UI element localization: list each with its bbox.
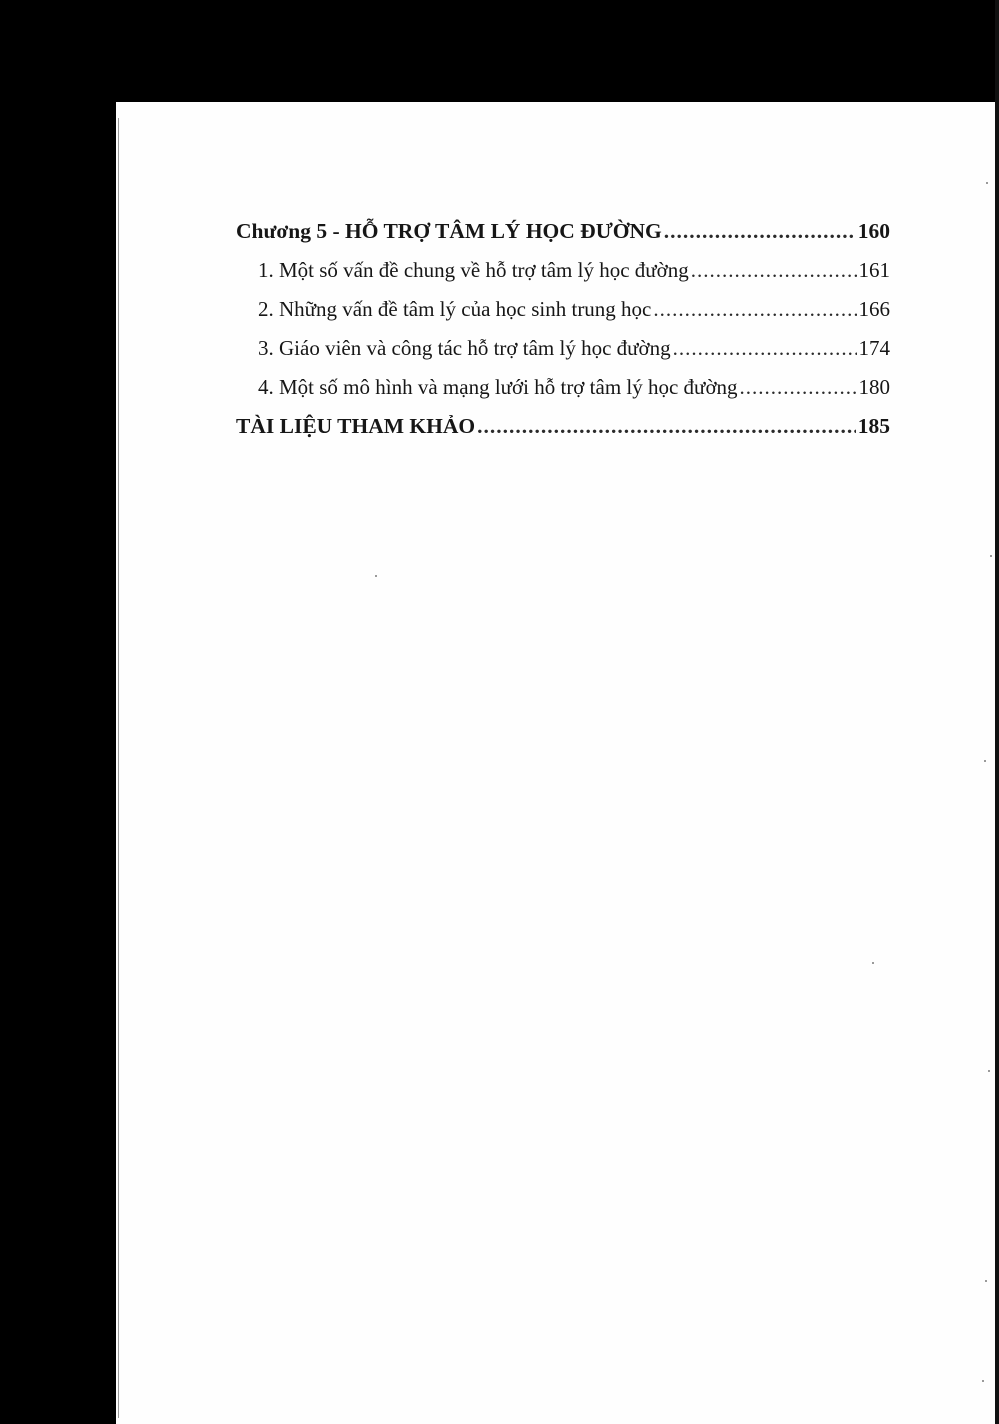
toc-leader-dots	[740, 368, 857, 407]
toc-leader-dots	[664, 212, 856, 251]
toc-page-number: 185	[857, 414, 890, 438]
toc-section-3[interactable]	[236, 329, 890, 368]
toc-section-4[interactable]	[236, 368, 890, 407]
toc-entry-label: 4. Một số mô hình và mạng lưới hỗ trợ tâm lý học đường	[258, 375, 738, 399]
toc-references[interactable]	[236, 407, 890, 446]
toc-leader-dots	[653, 290, 856, 329]
toc-page-number: 174	[858, 336, 890, 360]
toc-entry-label: Chương 5 - HỖ TRỢ TÂM LÝ HỌC ĐƯỜNG	[236, 219, 662, 243]
scan-border-right	[995, 0, 999, 1424]
toc-chapter-5[interactable]	[236, 212, 890, 251]
toc-leader-dots	[477, 407, 856, 446]
toc-page-number: 166	[858, 297, 890, 321]
toc-page-number: 160	[857, 219, 890, 243]
toc-leader-dots	[673, 329, 857, 368]
toc-entry-label: 2. Những vấn đề tâm lý của học sinh trung học	[258, 297, 652, 321]
toc-page-number: 180	[858, 375, 890, 399]
toc-section-1[interactable]	[236, 251, 890, 290]
toc-entry-label: 1. Một số vấn đề chung về hỗ trợ tâm lý học đường	[258, 258, 689, 282]
toc-section-2[interactable]	[236, 290, 890, 329]
toc-entry-label: 3. Giáo viên và công tác hỗ trợ tâm lý học đường	[258, 336, 671, 360]
table-of-contents	[236, 212, 890, 446]
page-fold-line	[118, 118, 119, 1418]
toc-page-number: 161	[858, 258, 890, 282]
toc-leader-dots	[691, 251, 857, 290]
toc-entry-label: TÀI LIỆU THAM KHẢO	[236, 414, 476, 438]
